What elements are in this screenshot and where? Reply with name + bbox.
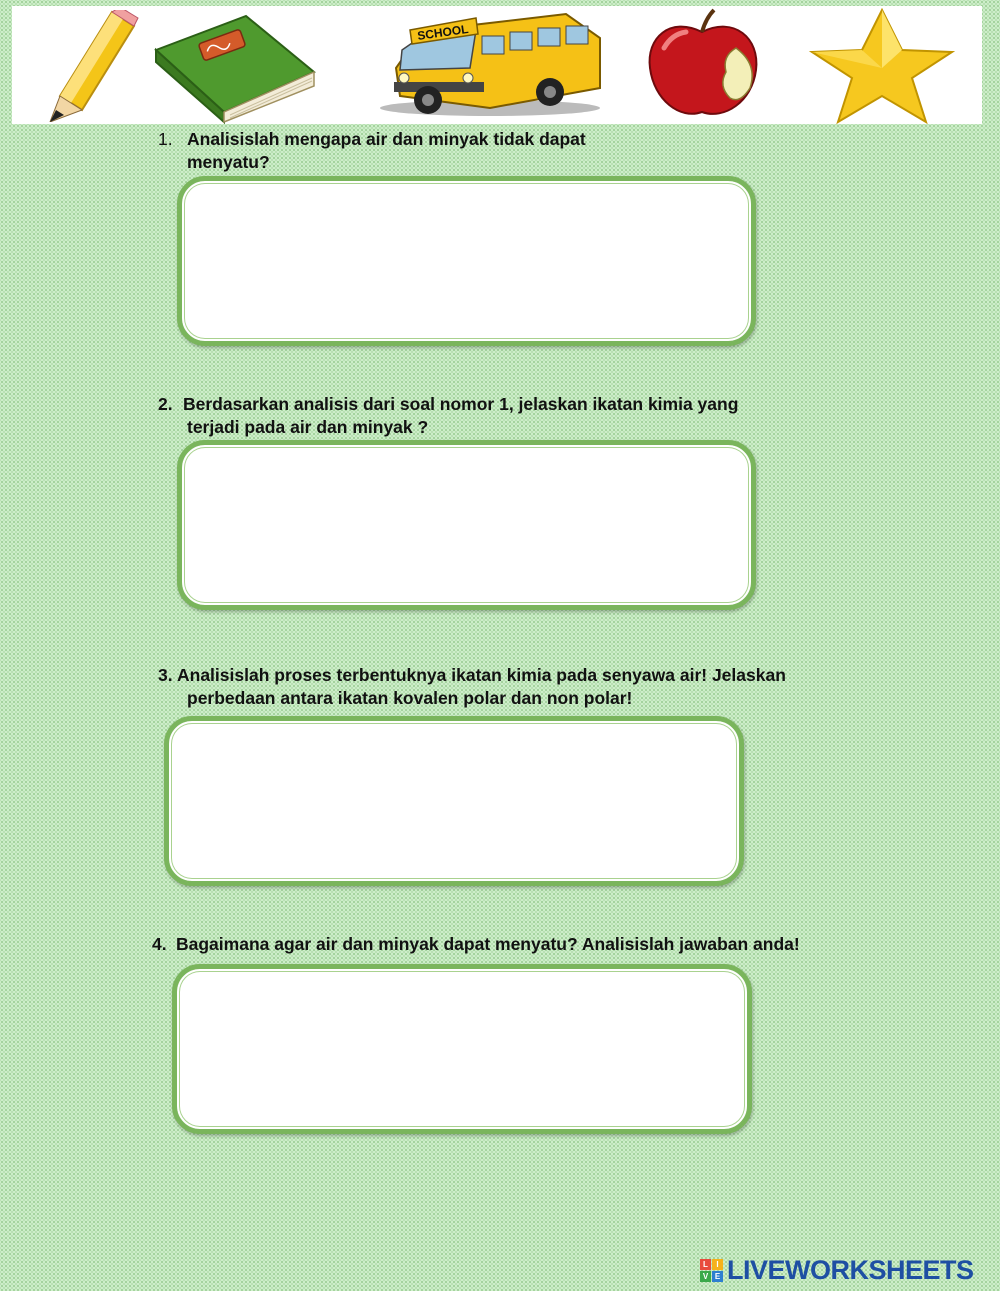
question-text: Bagaimana agar air dan minyak dapat menyatu? Analisislah jawaban anda! — [176, 934, 800, 954]
logo-letter: I — [712, 1259, 723, 1270]
book-icon — [150, 12, 320, 124]
liveworksheets-logo[interactable] — [700, 1253, 995, 1287]
question-text: Analisislah mengapa air dan minyak tidak dapat — [187, 129, 586, 149]
apple-icon — [640, 8, 770, 122]
logo-letter: L — [700, 1259, 711, 1270]
question-text: Berdasarkan analisis dari soal nomor 1, jelaskan ikatan kimia yang — [183, 394, 739, 414]
question-2 — [158, 393, 738, 439]
school-bus-icon — [370, 8, 610, 120]
question-3 — [158, 664, 786, 710]
question-number: 4. — [152, 934, 167, 954]
logo-letter: V — [700, 1271, 711, 1282]
question-number: 3. — [158, 665, 173, 685]
question-text-line2: terjadi pada air dan minyak ? — [187, 417, 429, 437]
question-number: 2. — [158, 394, 173, 414]
answer-box-1[interactable] — [177, 176, 756, 346]
answer-box-4[interactable] — [172, 964, 752, 1134]
pencil-icon — [42, 10, 142, 122]
question-text: Analisislah proses terbentuknya ikatan kimia pada senyawa air! Jelaskan — [177, 665, 786, 685]
answer-box-3[interactable] — [164, 716, 744, 886]
logo-mark — [700, 1259, 723, 1282]
header-banner — [12, 6, 982, 124]
question-1 — [158, 128, 586, 174]
brand-name: LIVEWORKSHEETS — [727, 1254, 974, 1285]
question-number: 1. — [158, 129, 173, 149]
bus-sign: SCHOOL — [416, 21, 470, 43]
question-4 — [152, 933, 800, 956]
question-text-line2: menyatu? — [187, 152, 270, 172]
star-icon — [802, 8, 962, 124]
logo-letter: E — [712, 1271, 723, 1282]
answer-box-2[interactable] — [177, 440, 756, 610]
question-text-line2: perbedaan antara ikatan kovalen polar dan non polar! — [187, 688, 633, 708]
